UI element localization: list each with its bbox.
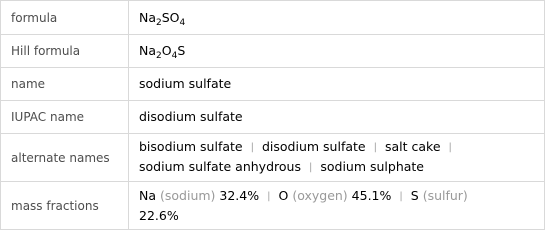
alternate-names-value [129,134,545,182]
iupac-name-value: disodium sulfate [129,101,545,134]
row-alternate-names [1,134,545,182]
row-mass-fractions [1,182,545,230]
row-hill-formula [1,35,545,68]
row-label: formula [1,1,129,35]
row-label: name [1,68,129,101]
element-symbol: S [410,187,419,203]
separator: | [250,141,254,153]
formula-subscript: 4 [171,51,178,61]
element-symbol: O [278,187,289,203]
formula-part: S [177,43,186,58]
fraction-value: 32.4% [219,187,260,203]
element-name: (sodium) [160,187,216,203]
formula-part: O [161,43,172,58]
row-label: alternate names [1,134,129,182]
fraction-value: 22.6% [139,207,179,223]
formula-part: SO [161,9,180,25]
element-name: (oxygen) [292,187,348,203]
row-label: Hill formula [1,35,129,68]
row-iupac-name [1,101,545,134]
mass-fractions-value [129,182,545,230]
row-name [1,68,545,101]
name-value: sodium sulfate [129,68,545,101]
separator: | [308,161,313,173]
hill-formula-value [129,35,545,68]
formula-value [129,1,545,35]
formula-subscript: 2 [156,51,162,61]
element-name: (sulfur) [422,187,468,203]
separator: | [267,190,271,202]
formula-part: Na [139,43,157,58]
row-formula [1,1,545,35]
separator: | [373,141,377,153]
separator: | [399,190,403,202]
element-symbol: Na [139,187,157,203]
alternate-name: disodium sulfate [261,138,366,154]
row-label: IUPAC name [1,101,129,134]
formula-subscript: 2 [156,17,162,28]
alternate-name: sodium sulphate [320,158,424,174]
alternate-name: bisodium sulfate [139,138,243,154]
alternate-name: salt cake [384,138,441,154]
alternate-name: sodium sulfate anhydrous [139,158,301,174]
row-label: mass fractions [1,182,129,230]
fraction-value: 45.1% [351,187,392,203]
formula-subscript: 4 [179,17,186,28]
separator: | [448,141,452,153]
formula-part: Na [139,9,157,25]
